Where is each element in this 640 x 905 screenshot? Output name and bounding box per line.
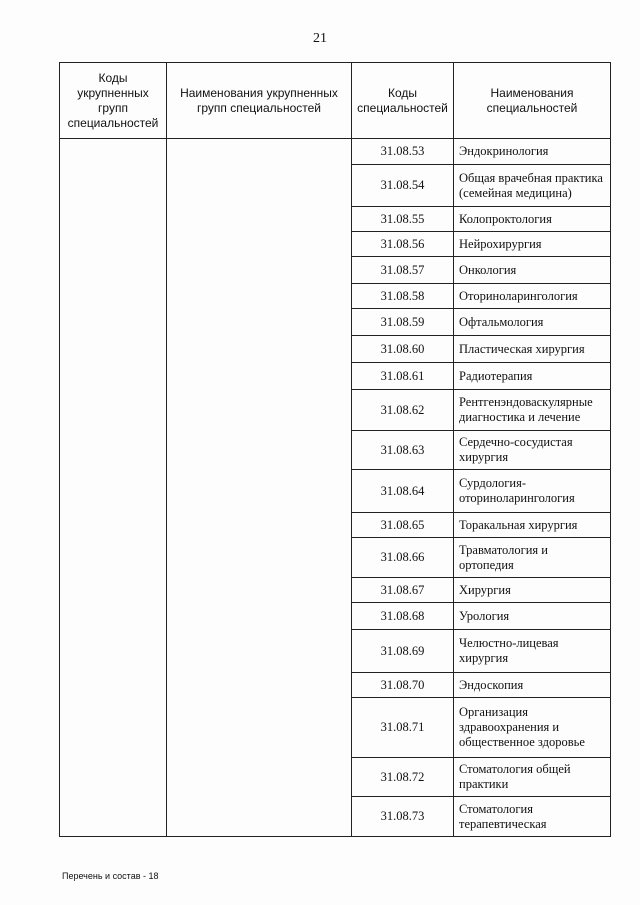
specialty-name-cell: Стоматология общей практики	[454, 758, 611, 797]
specialty-name-cell: Рентгенэндоваскулярные диагностика и лечение	[454, 390, 611, 431]
header-specialty-codes: Коды специальностей	[352, 63, 454, 139]
header-group-names: Наименования укрупненных групп специальностей	[167, 63, 352, 139]
specialty-name-cell: Колопроктология	[454, 207, 611, 232]
specialty-code-cell: 31.08.69	[352, 630, 454, 673]
specialty-name-cell: Торакальная хирургия	[454, 513, 611, 538]
specialty-name-cell: Сердечно-сосудистая хирургия	[454, 431, 611, 470]
specialty-name-cell: Нейрохирургия	[454, 232, 611, 257]
table-row	[60, 139, 611, 165]
specialty-code-cell: 31.08.70	[352, 673, 454, 698]
specialty-code-cell: 31.08.62	[352, 390, 454, 431]
specialty-name-cell: Организация здравоохранения и общественное здоровье	[454, 698, 611, 758]
specialty-code-cell: 31.08.57	[352, 257, 454, 284]
specialty-name-cell: Эндоскопия	[454, 673, 611, 698]
specialty-code-cell: 31.08.64	[352, 470, 454, 513]
specialty-code-cell: 31.08.60	[352, 336, 454, 363]
footer-note: Перечень и состав - 18	[62, 871, 159, 881]
specialty-name-cell: Челюстно-лицевая хирургия	[454, 630, 611, 673]
specialty-code-cell: 31.08.63	[352, 431, 454, 470]
group-name-cell	[167, 139, 352, 837]
table-header-row	[60, 63, 611, 139]
specialty-code-cell: 31.08.54	[352, 165, 454, 207]
specialty-code-cell: 31.08.53	[352, 139, 454, 165]
specialty-code-cell: 31.08.71	[352, 698, 454, 758]
specialty-code-cell: 31.08.72	[352, 758, 454, 797]
specialty-name-cell: Урология	[454, 603, 611, 630]
specialty-name-cell: Хирургия	[454, 578, 611, 603]
specialty-name-cell: Пластическая хирургия	[454, 336, 611, 363]
group-code-cell	[60, 139, 167, 837]
specialty-code-cell: 31.08.65	[352, 513, 454, 538]
specialties-table	[59, 62, 611, 837]
specialty-name-cell: Стоматология терапевтическая	[454, 797, 611, 837]
specialty-code-cell: 31.08.59	[352, 309, 454, 336]
specialty-name-cell: Онкология	[454, 257, 611, 284]
specialty-code-cell: 31.08.73	[352, 797, 454, 837]
specialty-code-cell: 31.08.61	[352, 363, 454, 390]
specialty-name-cell: Эндокринология	[454, 139, 611, 165]
header-specialty-names: Наименования специальностей	[454, 63, 611, 139]
specialty-name-cell: Общая врачебная практика (семейная медицина)	[454, 165, 611, 207]
header-group-codes: Коды укрупненных групп специальностей	[60, 63, 167, 139]
specialty-code-cell: 31.08.66	[352, 538, 454, 578]
specialty-code-cell: 31.08.58	[352, 284, 454, 309]
specialty-code-cell: 31.08.68	[352, 603, 454, 630]
specialty-name-cell: Офтальмология	[454, 309, 611, 336]
page-number: 21	[313, 31, 327, 46]
specialty-name-cell: Сурдология-оториноларингология	[454, 470, 611, 513]
specialty-code-cell: 31.08.67	[352, 578, 454, 603]
specialty-code-cell: 31.08.56	[352, 232, 454, 257]
specialty-name-cell: Травматология и ортопедия	[454, 538, 611, 578]
specialty-code-cell: 31.08.55	[352, 207, 454, 232]
specialty-name-cell: Оториноларингология	[454, 284, 611, 309]
specialty-name-cell: Радиотерапия	[454, 363, 611, 390]
